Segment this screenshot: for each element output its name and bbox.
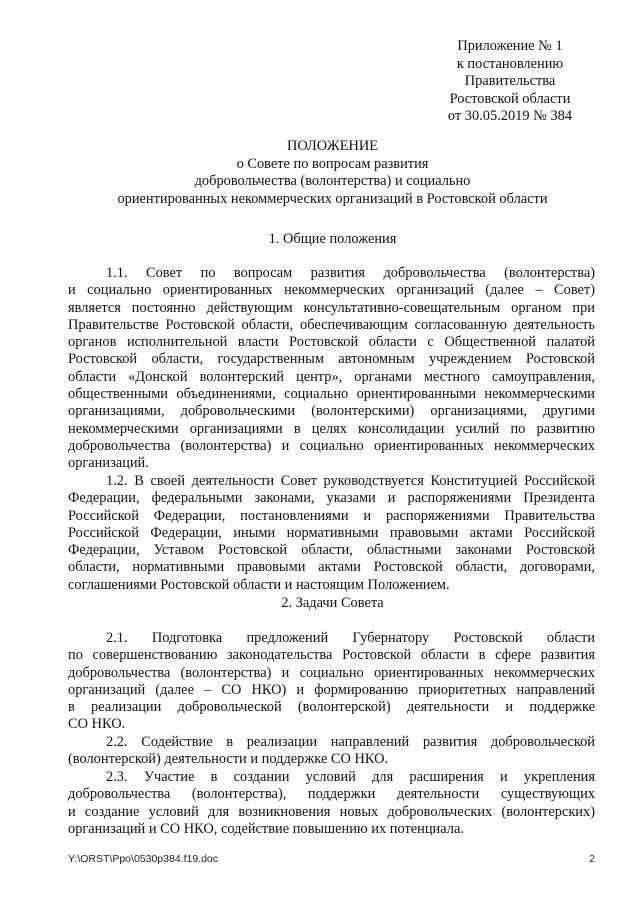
text-line: и создание условий для возникновения новых добровольческих (волонтерских) [68, 803, 595, 820]
section-2-heading: 2. Задачи Совета [281, 595, 384, 611]
title-line: ПОЛОЖЕНИЕ [286, 138, 379, 154]
text-line: по совершенствованию законодательства Ростовской области в сфере развития [68, 647, 595, 664]
text-line: 1.1. Совет по вопросам развития добровольчества (волонтерства) [106, 265, 595, 281]
appendix-header [420, 38, 600, 126]
appendix-line: Ростовской области [449, 90, 571, 107]
text-line: добровольчества (волонтерства) и социально ориентированных некоммерческих [68, 664, 595, 681]
text-line: СО НКО. [68, 716, 126, 733]
text-line: организаций и СО НКО, содействие повышению их потенциала. [68, 820, 464, 837]
text-line: организациями, добровольческими (волонтерскими) организациями, другими [68, 403, 595, 420]
text-line: общественными объединениями, социально ориентированными некоммерческими [68, 386, 595, 403]
text-line: Федерации, федеральными законами, указами и распоряжениями Президента [68, 490, 595, 507]
paragraph-2-1 [68, 630, 595, 734]
text-line: является постоянно действующим консультативно-совещательным органом при [68, 299, 595, 316]
paragraph-1-2 [68, 473, 595, 594]
title-line: о Совете по вопросам развития [236, 155, 429, 172]
appendix-line: Приложение № 1 [457, 38, 563, 54]
text-line: и социально ориентированных некоммерческих организаций (далее – Совет) [68, 282, 595, 299]
text-line: добровольчества (волонтерства) и социально ориентированных некоммерческих [68, 437, 595, 454]
footer-file-path: Y:\ORST\Ppo\0530p384.f19.doc [68, 853, 219, 865]
appendix-line: от 30.05.2019 № 384 [447, 108, 573, 125]
text-line: (волонтерской) деятельности и поддержке СО НКО. [68, 751, 389, 768]
text-line: в реализации добровольческой (волонтерской) деятельности и поддержке [68, 699, 595, 716]
text-line: соглашениями Ростовской области и настоящим Положением. [68, 576, 450, 593]
paragraph-2-3 [68, 769, 595, 838]
paragraph-1-1 [68, 265, 595, 473]
text-line: Правительстве Ростовской области, обеспечивающим согласованную деятельность [68, 316, 595, 333]
paragraph-2-2 [68, 734, 595, 769]
text-line: Российской Федерации, постановлениями и распоряжениями Правительства [68, 507, 595, 524]
appendix-line: Правительства [464, 73, 556, 90]
text-line: 1.2. В своей деятельности Совет руководствуется Конституцией Российской [106, 473, 595, 489]
text-line: области «Донской волонтерский центр», органами местного самоуправления, [68, 368, 595, 385]
text-line: органов исполнительной власти Ростовской области с Общественной палатой [68, 334, 595, 351]
text-line: Российской Федерации, иными нормативными правовыми актами Российской [68, 524, 595, 541]
text-line: области, нормативными правовыми актами Ростовской области, договорами, [68, 559, 595, 576]
text-line: Ростовской области, государственным автономным учреждением Ростовской [68, 351, 595, 368]
document-title [40, 138, 625, 208]
title-line: добровольчества (волонтерства) и социально [194, 173, 471, 190]
text-line: 2.1. Подготовка предложений Губернатору Ростовской области [106, 630, 595, 646]
text-line: добровольчества (волонтерства), поддержки деятельности существующих [68, 786, 595, 803]
appendix-line: к постановлению [456, 55, 564, 72]
page-number: 2 [589, 853, 595, 865]
text-line: Федерации, Уставом Ростовской области, областными законами Ростовской [68, 542, 595, 559]
text-line: некоммерческими организациями в целях консолидации усилий по развитию [68, 420, 595, 437]
text-line: 2.3. Участие в создании условий для расширения и укрепления [106, 769, 595, 785]
section-1-heading: 1. Общие положения [268, 231, 397, 247]
text-line: организаций. [68, 455, 149, 472]
text-line: 2.2. Содействие в реализации направлений развития добровольческой [106, 734, 595, 750]
text-line: организаций (далее – СО НКО) и формированию приоритетных направлений [68, 681, 595, 698]
title-line: ориентированных некоммерческих организаций в Ростовской области [117, 190, 548, 207]
